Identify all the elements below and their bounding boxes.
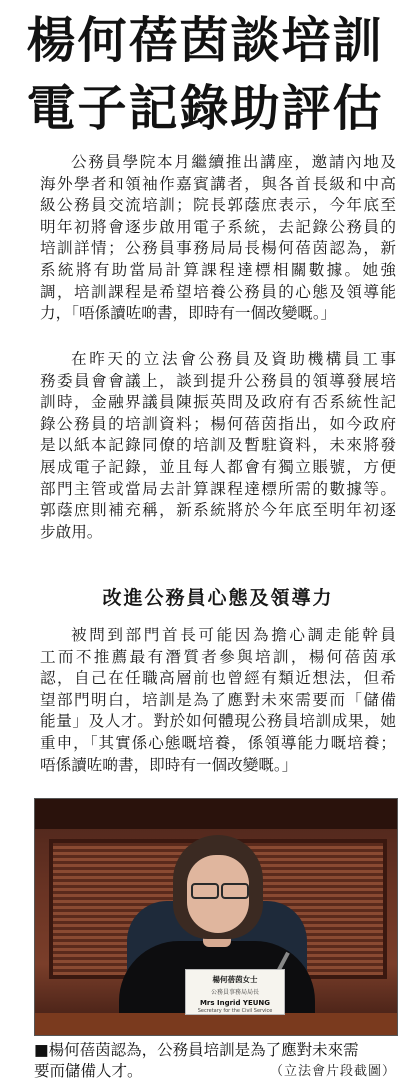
nameplate-title-zh: 公務員事務局局長: [210, 989, 259, 996]
glasses-icon: [189, 883, 247, 897]
text-line: 被問到部門首長可能因為擔心調走能幹員: [71, 626, 396, 644]
text-line: 系統將有助當局計算課程達標相關數據。她強: [40, 260, 396, 279]
text-line: 公務員學院本月繼續推出講座，邀請內地及: [71, 153, 396, 171]
text-line: 務委員會會議上，談到提升公務員的領導發展培: [40, 371, 396, 390]
text-line: 郭蔭庶則補充稱，新系統將於今年底至明年初逐: [40, 501, 396, 520]
text-line: 錄公務員的培訓資料；楊何蓓茵指出，如今政府: [40, 414, 396, 433]
nameplate-title-en: Secretary for the Civil Service: [197, 1008, 273, 1014]
section-subheading: 改進公務員心態及領導力: [102, 587, 334, 609]
text-line: 認，自己在任職高層前也曾經有類近想法，但希: [40, 669, 396, 688]
text-line: 展成電子記錄，並且每人都會有獨立賬號，方便: [40, 457, 396, 476]
caption-line-2: 要而儲備人才。: [34, 1062, 143, 1080]
text-line: 力，「唔係讀咗啲書，即時有一個改變嘅。」: [40, 304, 337, 323]
text-line: 是以紙本記錄同僚的培訓及暫駐資料，未來將發: [40, 436, 396, 455]
text-line: 明年初將會逐步啟用電子系統，去記錄公務員的: [40, 217, 396, 236]
news-photo: [34, 798, 398, 1036]
nameplate-name-en: Mrs Ingrid YEUNG: [199, 999, 271, 1007]
desk: [35, 1013, 397, 1035]
text-line: 調，培訓課程是希望培養公務員的心態及領導能: [40, 282, 396, 301]
caption-line-1: ■楊何蓓茵認為，公務員培訓是為了應對未來需: [34, 1041, 359, 1059]
body-paragraph-1: [40, 152, 396, 325]
text-line: 重申，「其實係心態嘅培養，係領導能力嘅培養；: [40, 733, 396, 752]
photo-credit: （立法會片段截圖）: [269, 1064, 396, 1079]
body-paragraph-2: [40, 349, 396, 543]
wall-top-panel: [35, 799, 397, 829]
text-line: 部門主管或當局去計算課程達標所需的數據等。: [40, 479, 396, 498]
headline-line-2: 電子記錄助評估: [26, 80, 384, 137]
photo-caption: [34, 1040, 396, 1082]
text-line: 望部門明白，培訓是為了應對未來需要而「儲備: [40, 690, 396, 709]
text-line: 培訓詳情；公務員事務局局長楊何蓓茵認為，新: [40, 239, 396, 258]
text-line: 能量」及人才。對於如何體現公務員培訓成果，她: [40, 712, 396, 731]
text-line: 工而不推薦最有潛質者參與培訓，楊何蓓茵承: [40, 647, 396, 666]
headline-line-1: 楊何蓓茵談培訓: [26, 12, 384, 69]
nameplate: [185, 969, 285, 1015]
text-line: 步啟用。: [40, 522, 103, 541]
text-line: 唔係讀咗啲書，即時有一個改變嘅。」: [40, 755, 298, 774]
body-paragraph-3: [40, 625, 396, 776]
text-line: 在昨天的立法會公務員及資助機構員工事: [71, 350, 396, 368]
text-line: 訓時，金融界議員陳振英問及政府有否系統性記: [40, 393, 396, 412]
text-line: 級公務員交流培訓；院長郭蔭庶表示，今年底至: [40, 196, 396, 215]
text-line: 海外學者和領袖作嘉賓講者，與各首長級和中高: [40, 174, 396, 193]
nameplate-name-zh: 楊何蓓茵女士: [212, 975, 258, 984]
